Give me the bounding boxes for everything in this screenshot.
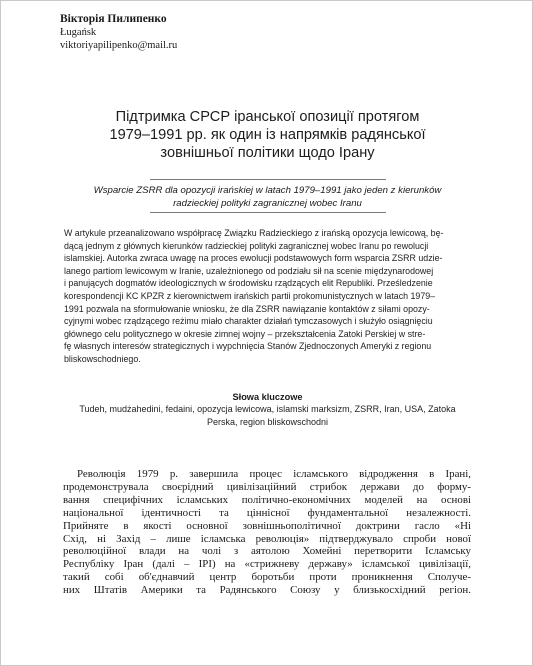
abstract-line: islamskiej. Autorka zwraca uwagę na proces ewolucji podstawowych form wsparcia ZSRR udzie-	[64, 253, 443, 264]
author-email: viktoriyapilipenko@mail.ru	[60, 40, 178, 51]
divider-bottom	[150, 212, 386, 213]
subtitle-line: radzieckiej polityki zagranicznej wobec Iranu	[173, 198, 362, 209]
abstract-line: dącą jednym z głównych kierunków radzieckiej polityki zagranicznej wobec Iranu po rewolucji	[64, 240, 429, 251]
body-line: національної ідентичності та ціннісної фундаментальної незалежності.	[63, 506, 471, 519]
body-line: Революція 1979 р. завершила процес ісламського відродження в Ірані,	[77, 468, 471, 480]
abstract-line: głównego celu politycznego w okresie zimnej wojny – przekształcenia Zatoki Perskiej w stre-	[64, 328, 426, 339]
body-line: Схід, ні Захід – лише ісламська революція» підтверджувало спроби нової	[63, 532, 471, 545]
abstract-line: fę własnych interesów strategicznych i wypchnięcia Stanów Zjednoczonych Ameryki z regionu	[64, 341, 432, 352]
abstract-line: cyjnymi wobec rządzącego reżimu miało charakter działań tymczasowych i służyło osiągnięciu	[64, 316, 433, 327]
body-line: Прийняте в якості основної зовнішньополітичної доктрини гасло «Ні	[63, 519, 471, 532]
body-line: революційної влади на чолі з аятолою Хомейні перетворити Ісламську	[63, 545, 471, 558]
abstract-line: W artykule przeanalizowano współpracę Związku Radzieckiego z irańską opozycja lewicową, bę-	[64, 228, 444, 238]
subtitle-line: Wsparcie ZSRR dla opozycji irańskiej w latach 1979–1991 jako jeden z kierunków	[93, 185, 442, 196]
title-line: 1979–1991 рр. як один із напрямків радянської	[109, 127, 426, 143]
title-line: Підтримка СРСР іранської опозиції протягом	[115, 109, 420, 125]
author-city: Ługańsk	[60, 27, 97, 38]
title-line: зовнішньої політики щодо Ірану	[160, 145, 375, 161]
abstract	[64, 227, 474, 366]
abstract-line: lanego partiom lewicowym w Iranie, uzależnionego od podziału sił na scenie międzynarodowej	[64, 265, 434, 276]
body-line: Республіку Іран (далі – ІРІ) на «стрижневу державу» ісламської цивілізації,	[63, 558, 471, 571]
author-block	[60, 12, 360, 52]
article-title	[60, 108, 475, 162]
author-name: Вікторія Пилипенко	[60, 13, 167, 25]
abstract-line: 1991 pozwala na sformułowanie wniosku, że dla ZSRR nawiązanie kontaktów z siłami opozy-	[64, 303, 430, 314]
abstract-line: korespondencji KC KPZR z kierownictwem irańskich partii prokomunistycznych w latach 1979–	[64, 290, 436, 301]
keywords-text	[60, 403, 475, 428]
body-line: вання специфічних ісламських політично-економічних моделей на основі	[63, 493, 471, 506]
abstract-line: bliskowschodniego.	[64, 353, 141, 364]
body-line: них Штатів Америки та Радянського Союзу у близькосхідний регіон.	[63, 584, 471, 597]
divider-top	[150, 179, 386, 180]
keywords-line: Tudeh, mudżahedini, fedaini, opozycja lewicowa, islamski marksizm, ZSRR, Iran, USA, Zatoka	[79, 404, 456, 414]
keywords-line: Perska, region bliskowschodni	[206, 416, 329, 427]
body-line: такий собі об'єднавчий центр боротьби проти проникнення Сполуче-	[63, 571, 471, 584]
body-text	[63, 468, 471, 597]
abstract-line: i panujących dogmatów ideologicznych w środowisku rządzących elit Republiki. Prześledzenie	[64, 278, 433, 289]
body-line: продемонструвала своєрідний цивілізаційний стрибок держави до форму-	[63, 480, 471, 493]
keywords-heading: Słowa kluczowe	[232, 392, 303, 402]
article-subtitle	[60, 184, 475, 210]
